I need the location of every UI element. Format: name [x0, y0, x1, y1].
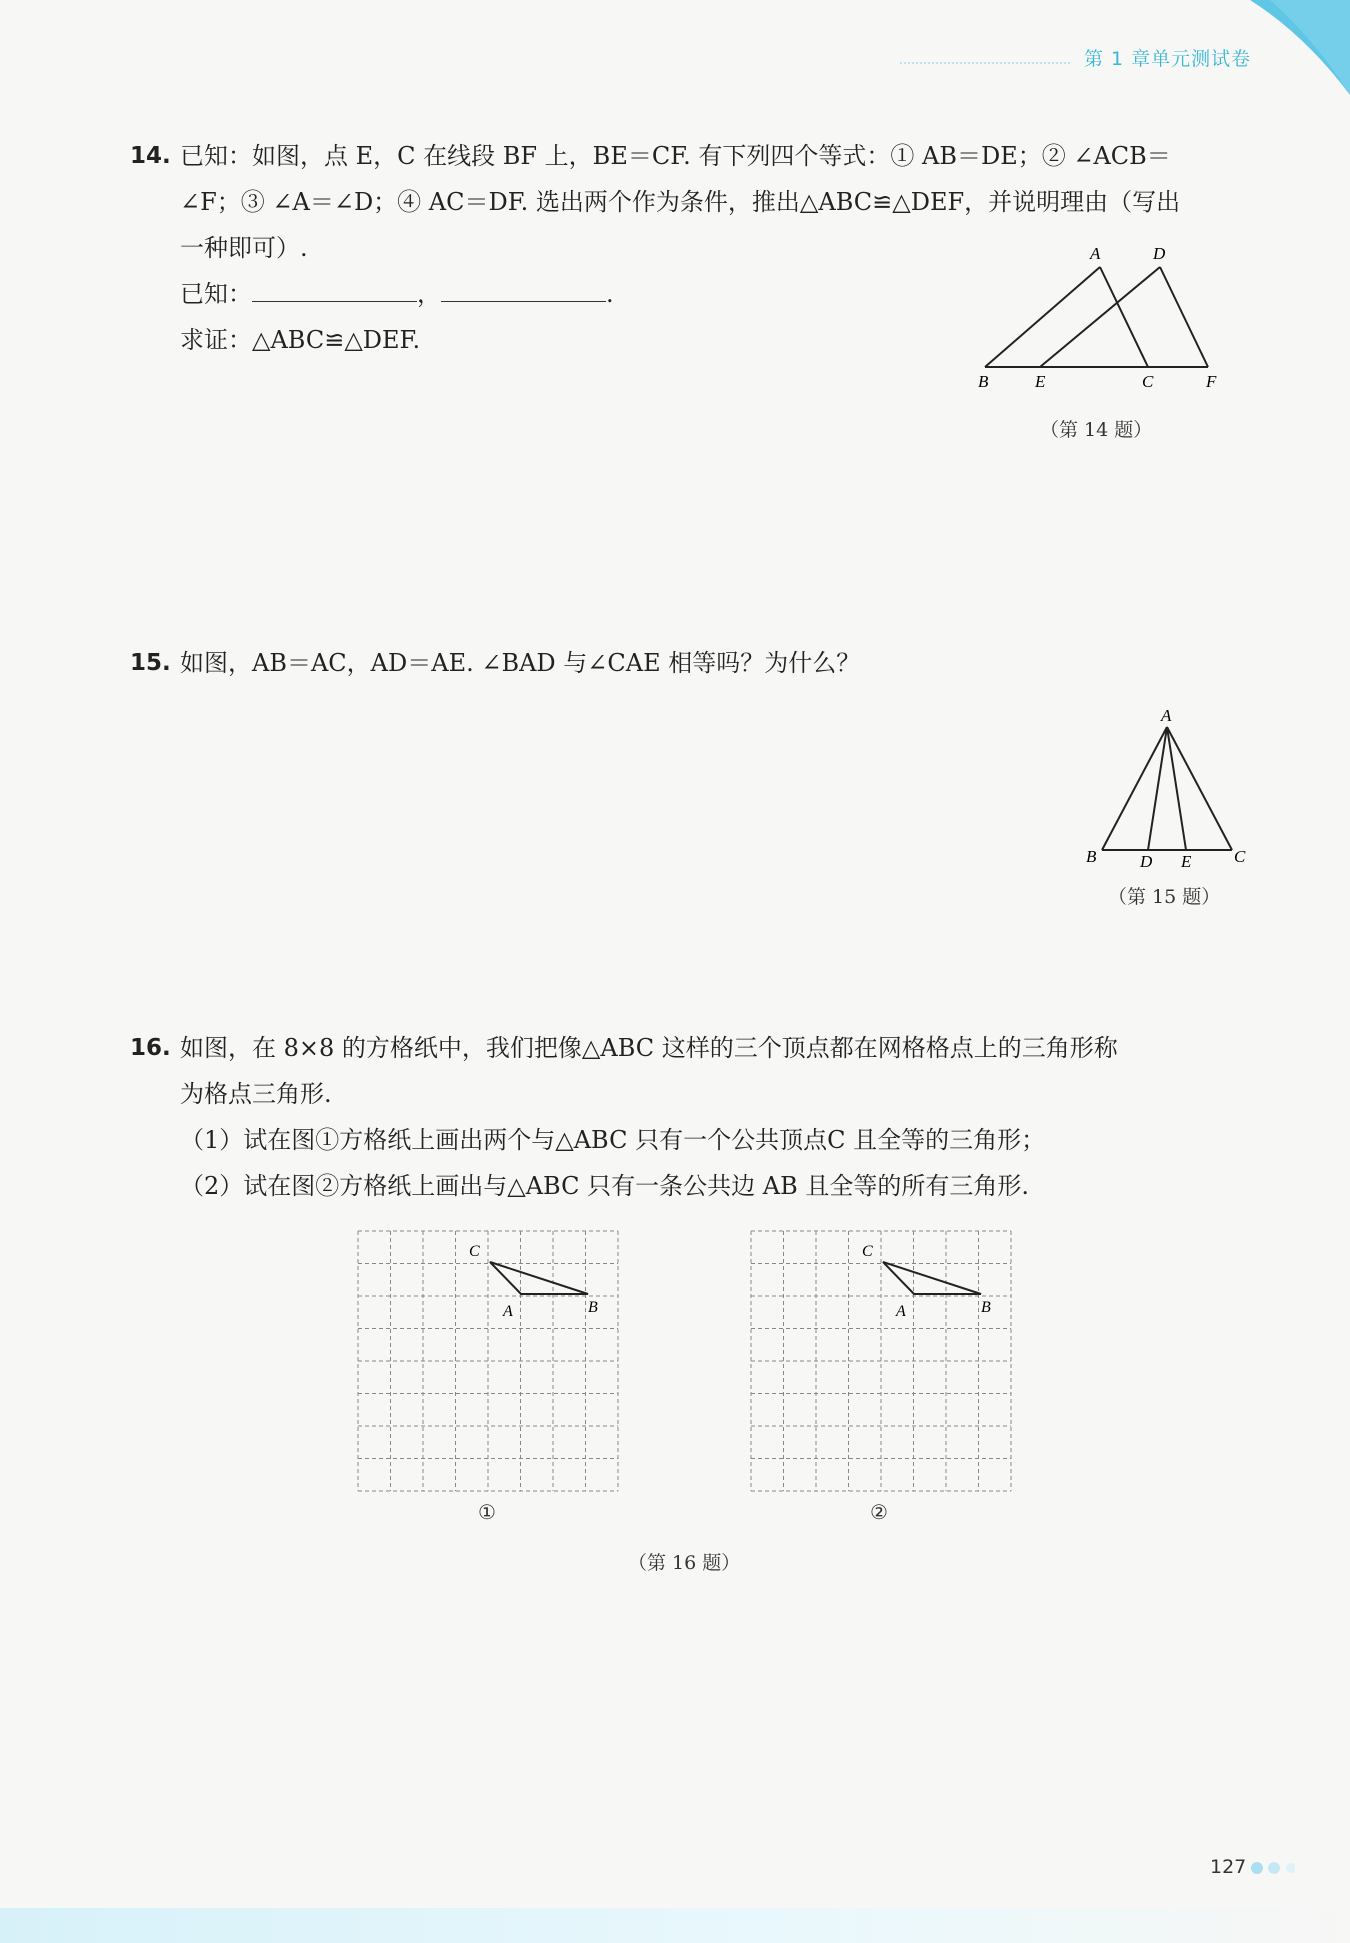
question-15-line1: 如图，AB＝AC，AD＝AE. ∠BAD 与∠CAE 相等吗？为什么？	[180, 649, 861, 677]
fig14-label-A: A	[1090, 245, 1101, 263]
fig15-label-B: B	[1086, 847, 1097, 866]
fig14-label-F: F	[1206, 372, 1217, 391]
question-14-prove: 求证：△ABC≌△DEF.	[180, 326, 421, 354]
fig15-label-C: C	[1234, 847, 1246, 866]
known-end: .	[606, 280, 614, 308]
fig14-label-E: E	[1035, 372, 1046, 391]
question-14-number: 14.	[130, 143, 171, 169]
page-number-dots	[1250, 1860, 1295, 1876]
fig15-label-A: A	[1161, 706, 1172, 725]
known-label: 已知：	[180, 280, 252, 308]
fig14-label-B: B	[978, 372, 989, 391]
grid1-label-B: B	[588, 1299, 598, 1316]
figure-14	[970, 245, 1240, 395]
figure-15	[1080, 705, 1255, 870]
grid1-label-C: C	[469, 1243, 480, 1260]
fig15-label-E: E	[1181, 852, 1192, 870]
question-16-line2: 为格点三角形.	[180, 1080, 332, 1108]
figure-16-caption: （第 16 题）	[628, 1552, 741, 1574]
figure-14-caption: （第 14 题）	[1040, 419, 1153, 441]
known-separator: ，	[417, 280, 441, 308]
fig14-label-D: D	[1153, 245, 1166, 263]
question-16	[130, 1025, 1250, 1209]
grid2-label-B: B	[981, 1299, 991, 1316]
question-16-part2: （2）试在图②方格纸上画出与△ABC 只有一条公共边 AB 且全等的所有三角形.	[180, 1172, 1029, 1200]
page-number: 127	[1210, 1856, 1247, 1878]
question-15	[130, 640, 1250, 686]
grid1-label-A: A	[503, 1303, 513, 1320]
question-14-line1: 已知：如图，点 E，C 在线段 BF 上，BE＝CF. 有下列四个等式：① AB＝DE；② ∠ACB＝	[180, 142, 1171, 170]
question-14-line2: ∠F；③ ∠A＝∠D；④ AC＝DF. 选出两个作为条件，推出△ABC≌△DEF，并说明理由（写出	[180, 188, 1181, 216]
question-16-line1: 如图，在 8×8 的方格纸中，我们把像△ABC 这样的三个顶点都在网格格点上的三角形称	[180, 1034, 1118, 1062]
grid-figure-2[interactable]	[748, 1228, 1018, 1503]
grid-2-label: ②	[870, 1500, 888, 1524]
answer-blank-2[interactable]	[441, 275, 606, 302]
figure-15-caption: （第 15 题）	[1108, 886, 1221, 908]
grid-figure-1[interactable]	[355, 1228, 625, 1503]
header-dotted-line	[900, 62, 1070, 64]
answer-blank-1[interactable]	[252, 275, 417, 302]
question-16-part1: （1）试在图①方格纸上画出两个与△ABC 只有一个公共顶点C 且全等的三角形；	[180, 1126, 1046, 1154]
question-15-number: 15.	[130, 650, 171, 676]
fig15-label-D: D	[1140, 852, 1153, 870]
grid-1-label: ①	[478, 1500, 496, 1524]
grid2-label-A: A	[896, 1303, 906, 1320]
footer-band	[0, 1908, 1350, 1943]
chapter-title: 第 1 章单元测试卷	[1084, 48, 1252, 70]
fig14-label-C: C	[1142, 372, 1154, 391]
question-16-number: 16.	[130, 1035, 171, 1061]
question-14-line3: 一种即可）.	[180, 234, 308, 262]
grid2-label-C: C	[862, 1243, 873, 1260]
